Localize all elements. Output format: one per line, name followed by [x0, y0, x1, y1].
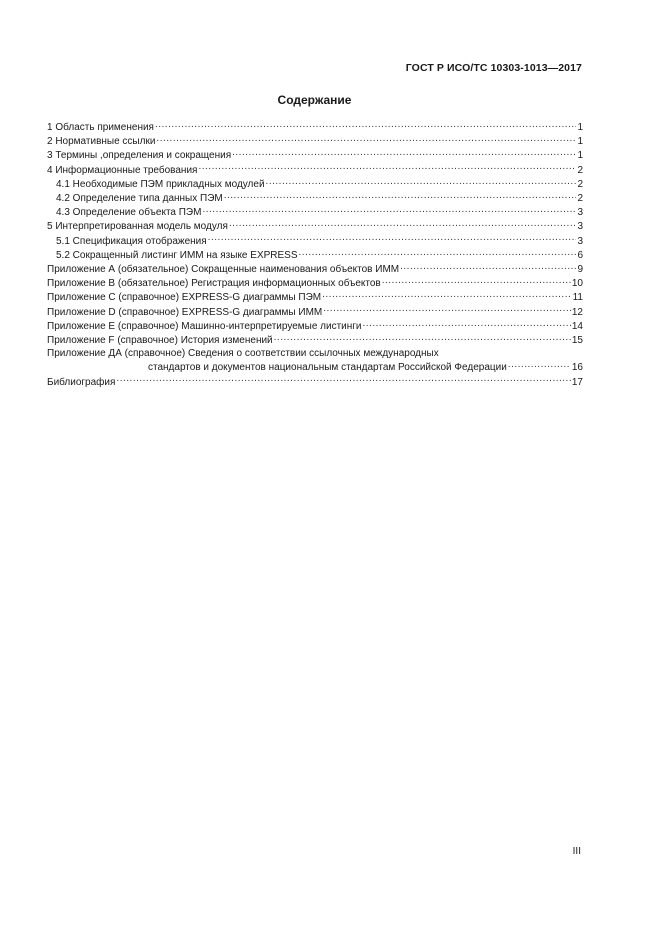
- toc-entry-page: 11: [572, 292, 583, 304]
- toc-entry-label: 3 Термины ,определения и сокращения: [47, 150, 232, 162]
- toc-entry-label: Приложение D (справочное) EXPRESS-G диаграммы ИММ: [47, 306, 323, 318]
- toc-entry-page: 3: [577, 207, 583, 219]
- dot-leader: [322, 290, 572, 300]
- toc-entries: [47, 120, 583, 347]
- toc-entry-label: 5.1 Спецификация отображения: [56, 235, 207, 247]
- toc-title: Содержание: [277, 93, 352, 107]
- dot-leader: [116, 375, 570, 385]
- toc-entry[interactable]: [47, 290, 583, 304]
- toc-entry[interactable]: [47, 134, 583, 148]
- toc-entry-page: 9: [577, 264, 583, 276]
- dot-leader: [274, 333, 571, 343]
- toc-entry-label: Приложение F (справочное) История изменений: [47, 335, 273, 347]
- toc-entry-page: 3: [577, 235, 583, 247]
- toc-entry-page: 2: [577, 178, 583, 190]
- toc-entry-page: 16: [571, 362, 583, 374]
- toc-entry-label: 4.2 Определение типа данных ПЭМ: [56, 193, 223, 205]
- toc-entry-label: 4.1 Необходимые ПЭМ прикладных модулей: [56, 178, 265, 190]
- toc-entry-label: Библиография: [47, 376, 116, 388]
- toc-entry-label: Приложение Е (справочное) Машинно-интерпретируемые листинги: [47, 320, 362, 332]
- document-code: ГОСТ Р ИСО/ТС 10303-1013—2017: [405, 62, 582, 74]
- toc-entry-label: Приложение ДА (справочное) Сведения о соответствии ссылочных международных: [47, 348, 439, 360]
- toc-entry-page: 3: [577, 221, 583, 233]
- toc-entry-page: 10: [571, 278, 583, 290]
- dot-leader: [400, 262, 576, 272]
- toc-entry[interactable]: [47, 163, 583, 177]
- toc-entry[interactable]: [47, 319, 583, 333]
- toc-entry-label: Приложение В (обязательное) Регистрация информационных объектов: [47, 278, 381, 290]
- toc-entry-page: 6: [577, 249, 583, 261]
- toc-entry-label: 5.2 Сокращенный листинг ИММ на языке EXPRESS: [56, 249, 298, 261]
- dot-leader: [266, 177, 577, 187]
- toc-entry[interactable]: [47, 333, 583, 347]
- toc-entry[interactable]: [47, 276, 583, 290]
- toc-entry[interactable]: [47, 262, 583, 276]
- toc-entry-label: 1 Область применения: [47, 122, 154, 133]
- dot-leader: [198, 163, 576, 173]
- toc-entry-bibliography[interactable]: [47, 375, 583, 389]
- toc-entry-page: 1: [577, 150, 583, 162]
- dot-leader: [299, 248, 577, 258]
- dot-leader: [232, 148, 576, 158]
- toc-entry-label: 5 Интерпретированная модель модуля: [47, 221, 228, 233]
- toc-entry[interactable]: [47, 177, 583, 191]
- dot-leader: [229, 219, 577, 229]
- toc-entry-label: Приложение С (справочное) EXPRESS-G диаграммы ПЭМ: [47, 292, 322, 304]
- toc-entry[interactable]: [47, 148, 583, 162]
- toc-entry-page: 17: [571, 376, 583, 388]
- dot-leader: [156, 134, 576, 144]
- toc-entry[interactable]: [47, 120, 583, 134]
- toc-entry-label-continued: стандартов и документов национальным стандартам Российской Федерации: [148, 362, 507, 374]
- dot-leader: [155, 120, 576, 130]
- dot-leader: [382, 276, 571, 286]
- toc-entry-appendix-da[interactable]: [47, 347, 583, 374]
- toc-entry[interactable]: [47, 305, 583, 319]
- table-of-contents: [47, 120, 583, 389]
- dot-leader: [363, 319, 571, 329]
- toc-entry-page: 15: [571, 335, 583, 347]
- dot-leader: [202, 205, 576, 215]
- toc-entry-label: Приложение А (обязательное) Сокращенные наименования объектов ИММ: [47, 264, 400, 276]
- toc-entry-page: 1: [577, 122, 583, 133]
- toc-entry-page: 12: [571, 306, 583, 318]
- toc-entry-continuation: [47, 360, 583, 374]
- toc-entry[interactable]: [47, 191, 583, 205]
- toc-entry-label: 4.3 Определение объекта ПЭМ: [56, 207, 202, 219]
- page-number: III: [572, 846, 581, 857]
- toc-entry-label: 4 Информационные требования: [47, 164, 198, 176]
- toc-entry[interactable]: [47, 234, 583, 248]
- toc-entry[interactable]: [47, 219, 583, 233]
- toc-entry-page: 2: [577, 164, 583, 176]
- toc-entry-label: 2 Нормативные ссылки: [47, 136, 156, 148]
- dot-leader: [508, 360, 571, 370]
- toc-entry[interactable]: [47, 205, 583, 219]
- dot-leader: [224, 191, 577, 201]
- toc-entry-page: 14: [571, 320, 583, 332]
- toc-entry-page: 1: [577, 136, 583, 148]
- dot-leader: [208, 234, 577, 244]
- dot-leader: [323, 305, 571, 315]
- toc-entry-page: 2: [577, 193, 583, 205]
- toc-entry[interactable]: [47, 248, 583, 262]
